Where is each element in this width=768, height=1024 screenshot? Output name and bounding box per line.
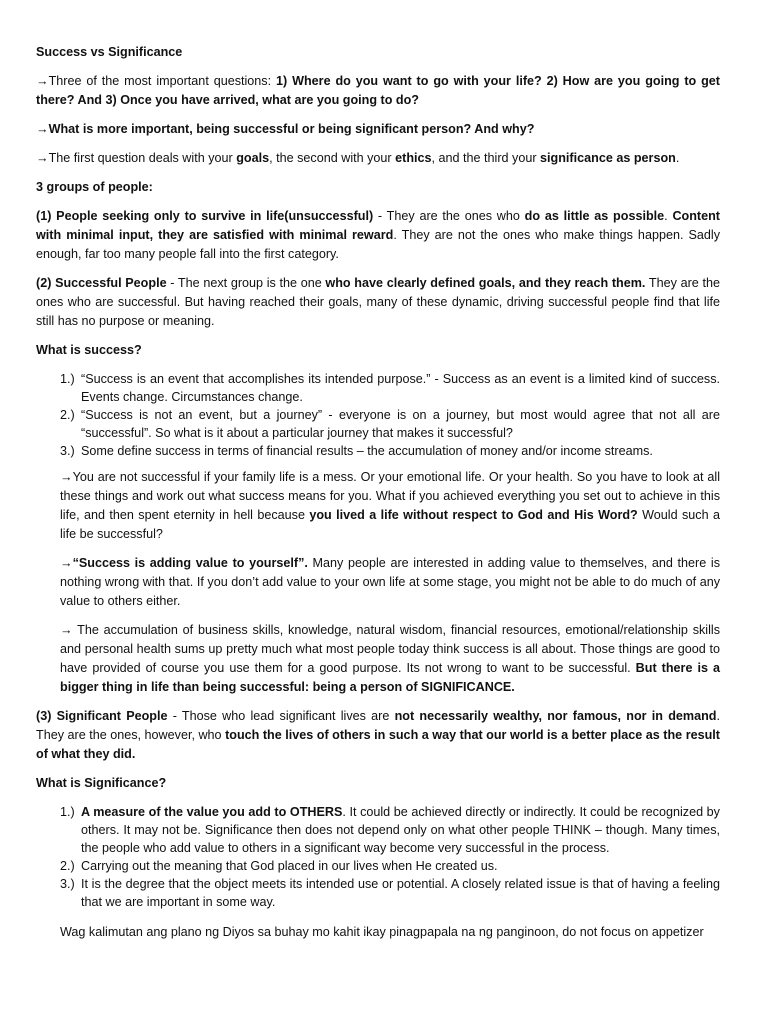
first-question-text-2: , the second with your xyxy=(269,151,396,165)
three-questions-list: 1) Where do you want to go with your life? 2) How are you going to get there? And 3) Once you have arrived, what are you going to do? xyxy=(36,74,721,107)
group1-text-2: . They are not the ones who make things happen. Sadly enough, far too many people fall into the first category. xyxy=(36,228,720,261)
group2-title: (2) Successful People xyxy=(36,276,167,290)
significance-heading-paragraph xyxy=(36,774,720,793)
adding-value-quote: →“Success is adding value to yourself”. xyxy=(60,556,308,570)
not-successful-text: →You are not successful if your family life is a mess. Or your emotional life. Or your health. So you have to look at all these things and work out what success means for you. What if you achieved everything you set out to achieve in this life, and then spent eternity in hell because xyxy=(60,470,720,522)
group3-title: (3) Significant People xyxy=(36,709,168,723)
document-title: Success vs Significance xyxy=(36,45,183,59)
group2-text: - The next group is the one xyxy=(166,276,326,290)
group1-text: - They are the ones who xyxy=(373,209,525,223)
first-question-text: →The first question deals with your xyxy=(36,151,237,165)
document-page xyxy=(36,43,720,942)
list-number: 1.) xyxy=(60,372,75,386)
group1-sep: . xyxy=(664,209,673,223)
list-item-text: Carrying out the meaning that God placed in our lives when He created us. xyxy=(81,859,498,873)
list-number: 2.) xyxy=(60,859,75,873)
list-item xyxy=(36,875,720,911)
list-number: 2.) xyxy=(60,408,75,422)
list-item xyxy=(36,406,720,442)
group3-paragraph xyxy=(36,707,720,764)
group3-emphasis: not necessarily wealthy, nor famous, nor in demand xyxy=(394,709,717,723)
list-item xyxy=(36,370,720,406)
list-number: 1.) xyxy=(60,805,75,819)
adding-value-paragraph xyxy=(36,554,720,611)
success-heading-paragraph xyxy=(36,341,720,360)
not-successful-emphasis: you lived a life without respect to God and His Word? xyxy=(309,508,638,522)
success-list xyxy=(36,370,720,460)
not-successful-text-2: Would such a life be successful? xyxy=(60,508,720,541)
closing-paragraph: Wag kalimutan ang plano ng Diyos sa buhay mo kahit ikay pinagpapala na ng panginoon, do not focus on appetizer xyxy=(60,925,704,939)
accumulation-emphasis: But there is a bigger thing in life than being successful: being a person of SIGNIFICANCE. xyxy=(60,661,721,694)
significance-list xyxy=(36,803,720,911)
three-questions-intro: →Three of the most important questions: xyxy=(36,74,276,88)
group2-emphasis: who have clearly defined goals, and they reach them. xyxy=(325,276,646,290)
significance-heading: What is Significance? xyxy=(36,776,167,790)
list-item xyxy=(36,857,720,875)
group3-emphasis-2: touch the lives of others in such a way that our world is a better place as the result of what they did. xyxy=(36,728,720,761)
groups-heading: 3 groups of people: xyxy=(36,180,153,194)
list-item-text: Some define success in terms of financial results – the accumulation of money and/or income streams. xyxy=(81,444,653,458)
three-questions-paragraph xyxy=(36,72,720,110)
group1-paragraph xyxy=(36,207,720,264)
groups-heading-paragraph xyxy=(36,178,720,197)
not-successful-paragraph xyxy=(36,468,720,544)
group1-emphasis: do as little as possible xyxy=(524,209,665,223)
group1-title: (1) People seeking only to survive in life(unsuccessful) xyxy=(36,209,374,223)
list-item-emphasis: A measure of the value you add to OTHERS xyxy=(81,805,343,819)
list-number: 3.) xyxy=(60,444,75,458)
group2-paragraph xyxy=(36,274,720,331)
important-question-paragraph xyxy=(36,120,720,139)
group3-text-2: . They are the ones, however, who xyxy=(36,709,720,742)
list-item-text: “Success is not an event, but a journey” - everyone is on a journey, but most would agree that not all are “successful”. So what is it about a particular journey that makes it successful? xyxy=(81,408,720,440)
group3-text: - Those who lead significant lives are xyxy=(167,709,395,723)
group2-text-2: They are the ones who are successful. But having reached their goals, many of these dynamic, driving successful people find that life still has no purpose or meaning. xyxy=(36,276,720,328)
accumulation-paragraph xyxy=(36,621,720,697)
first-question-text-3: , and the third your xyxy=(431,151,541,165)
ethics-term: ethics xyxy=(395,151,432,165)
list-item-text: “Success is an event that accomplishes its intended purpose.” - Success as an event is a limited kind of success. Events change. Circumstances change. xyxy=(81,372,720,404)
first-question-end: . xyxy=(675,151,680,165)
success-heading: What is success? xyxy=(36,343,142,357)
group1-emphasis-2: Content with minimal input, they are satisfied with minimal reward xyxy=(36,209,721,242)
accumulation-text: → The accumulation of business skills, knowledge, natural wisdom, financial resources, emotional/relationship skills and personal health sums up pretty much what most people today think success is all about. Those things are good to have provided of course you use them for a good purpose. Its not wrong to want to be successful. xyxy=(60,623,720,675)
important-question: →What is more important, being successful or being significant person? And why? xyxy=(36,122,535,136)
list-item-text: . It could be achieved directly or indirectly. It could be recognized by others. It may not be. Significance then does not depend only on what other people THINK – though. Many times, the people who add value to others in a significant way become very successful in the process. xyxy=(81,805,720,855)
adding-value-text: Many people are interested in adding value to themselves, and there is nothing wrong with that. If you don’t add value to your own life at some stage, you might not be able to do much of any value to others either. xyxy=(60,556,720,608)
list-item xyxy=(36,442,720,460)
list-item xyxy=(36,803,720,857)
significance-term: significance as person xyxy=(540,151,676,165)
first-question-paragraph xyxy=(36,149,720,168)
list-item-text: It is the degree that the object meets its intended use or potential. A closely related issue is that of having a feeling that we are important in some way. xyxy=(81,877,720,909)
list-number: 3.) xyxy=(60,877,75,891)
goals-term: goals xyxy=(236,151,270,165)
